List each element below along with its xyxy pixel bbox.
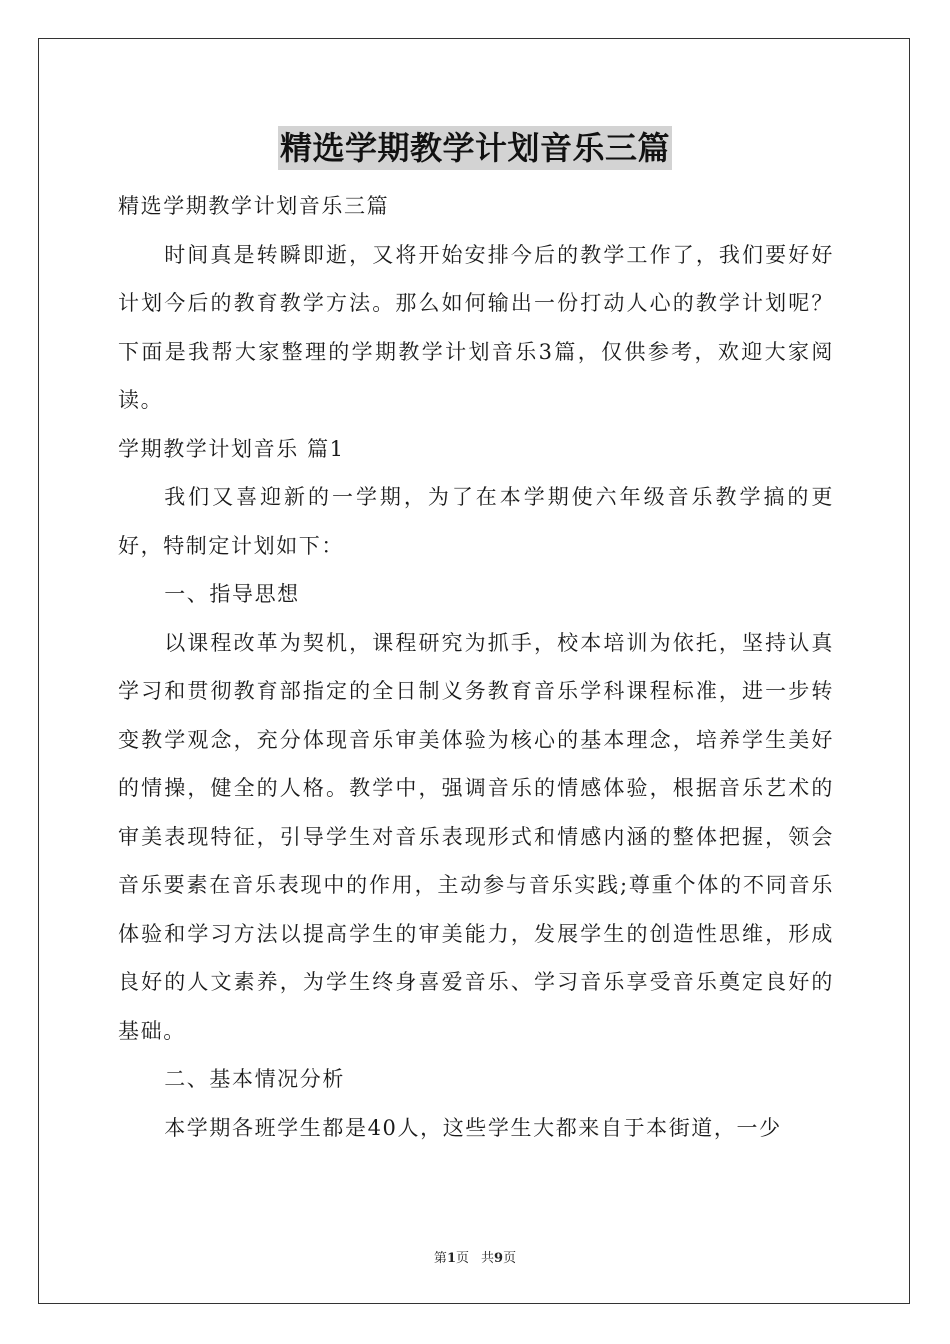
paragraph: 精选学期教学计划音乐三篇 (118, 194, 390, 218)
total-prefix: 共 (481, 1251, 495, 1266)
page-prefix: 第 (433, 1251, 447, 1266)
section-heading: 一、指导思想 (164, 582, 300, 606)
page-suffix: 页 (455, 1251, 469, 1266)
total-pages: 9 (494, 1251, 504, 1266)
document-title: 精选学期教学计划音乐三篇 (278, 126, 672, 170)
title-container (0, 126, 950, 170)
section-heading: 二、基本情况分析 (164, 1067, 345, 1091)
page-number: 1 (446, 1251, 456, 1266)
page-footer (0, 1247, 950, 1266)
paragraph: 以课程改革为契机，课程研究为抓手，校本培训为依托，坚持认真学习和贯彻教育部指定的全日制义务教育音乐学科课程标准，进一步转变教学观念，充分体现音乐审美体验为核心的基本理念，培养学生美好的情操，健全的人格。教学中，强调音乐的情感体验，根据音乐艺术的审美表现特征，引导学生对音乐表现形式和情感内涵的整体把握，领会音乐要素在音乐表现中的作用，主动参与音乐实践;尊重个体的不同音乐体验和学习方法以提高学生的审美能力，发展学生的创造性思维，形成良好的人文素养，为学生终身喜爱音乐、学习音乐享受音乐奠定良好的基础。 (118, 630, 834, 1043)
paragraph: 本学期各班学生都是40人，这些学生大都来自于本街道，一少 (164, 1115, 782, 1140)
paragraph: 时间真是转瞬即逝，又将开始安排今后的教学工作了，我们要好好计划今后的教育教学方法。那么如何输出一份打动人心的教学计划呢？下面是我帮大家整理的学期教学计划音乐3篇，仅供参考，欢迎大家阅读。 (118, 242, 834, 412)
paragraph: 我们又喜迎新的一学期，为了在本学期使六年级音乐教学搞的更好，特制定计划如下： (118, 485, 834, 558)
total-suffix: 页 (503, 1251, 517, 1266)
document-body (118, 182, 834, 1152)
section-heading: 学期教学计划音乐 篇1 (118, 436, 345, 461)
